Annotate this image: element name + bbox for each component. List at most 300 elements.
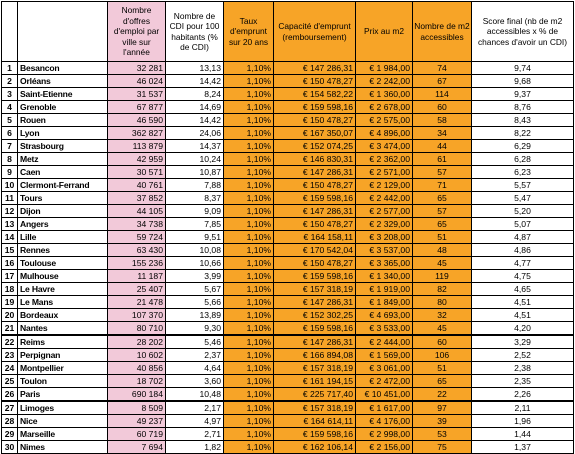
cdi-cell: 13,13 (166, 62, 224, 75)
m2-cell: 119 (413, 270, 472, 283)
price-cell: € 2 442,00 (356, 192, 413, 205)
rate-cell: 1,10% (224, 114, 274, 127)
city-cell: Montpellier (18, 362, 108, 375)
rank-cell: 8 (2, 153, 18, 166)
cdi-cell: 7,88 (166, 179, 224, 192)
cdi-cell: 14,69 (166, 101, 224, 114)
m2-cell: 74 (413, 62, 472, 75)
offers-cell: 63 430 (108, 244, 166, 257)
header-m2: Nombre de m2 accessibles (413, 2, 472, 62)
price-cell: € 4 896,00 (356, 127, 413, 140)
capacity-cell: € 150 478,27 (274, 179, 356, 192)
table-row (2, 140, 574, 153)
rate-cell: 1,10% (224, 401, 274, 415)
city-cell: Nice (18, 415, 108, 428)
price-cell: € 1 569,00 (356, 349, 413, 362)
m2-cell: 58 (413, 114, 472, 127)
rank-cell: 4 (2, 101, 18, 114)
cdi-cell: 2,17 (166, 401, 224, 415)
price-cell: € 1 360,00 (356, 88, 413, 101)
rank-cell: 15 (2, 244, 18, 257)
m2-cell: 53 (413, 428, 472, 441)
table-body (2, 62, 574, 454)
m2-cell: 80 (413, 296, 472, 309)
table-row (2, 205, 574, 218)
rate-cell: 1,10% (224, 88, 274, 101)
rate-cell: 1,10% (224, 75, 274, 88)
table-row (2, 218, 574, 231)
capacity-cell: € 157 318,19 (274, 401, 356, 415)
offers-cell: 31 537 (108, 88, 166, 101)
rank-cell: 14 (2, 231, 18, 244)
cdi-cell: 8,37 (166, 192, 224, 205)
cdi-cell: 10,66 (166, 257, 224, 270)
city-cell: Le Havre (18, 283, 108, 296)
price-cell: € 3 208,00 (356, 231, 413, 244)
offers-cell: 49 237 (108, 415, 166, 428)
offers-cell: 59 724 (108, 231, 166, 244)
m2-cell: 39 (413, 415, 472, 428)
m2-cell: 51 (413, 362, 472, 375)
price-cell: € 4 693,00 (356, 309, 413, 322)
capacity-cell: € 159 598,16 (274, 192, 356, 205)
capacity-cell: € 147 286,31 (274, 296, 356, 309)
table-row (2, 153, 574, 166)
header-offers: Nombre d'offres d'emploi par ville sur l'année (108, 2, 166, 62)
capacity-cell: € 159 598,16 (274, 101, 356, 114)
price-cell: € 3 537,00 (356, 244, 413, 257)
rank-cell: 21 (2, 322, 18, 336)
capacity-cell: € 152 074,25 (274, 140, 356, 153)
cdi-cell: 10,08 (166, 244, 224, 257)
rank-cell: 6 (2, 127, 18, 140)
score-cell: 2,35 (472, 375, 574, 388)
price-cell: € 1 849,00 (356, 296, 413, 309)
rate-cell: 1,10% (224, 257, 274, 270)
price-cell: € 3 365,00 (356, 257, 413, 270)
city-cell: Nimes (18, 441, 108, 454)
m2-cell: 65 (413, 375, 472, 388)
score-cell: 1,96 (472, 415, 574, 428)
m2-cell: 44 (413, 140, 472, 153)
rate-cell: 1,10% (224, 205, 274, 218)
m2-cell: 51 (413, 231, 472, 244)
rate-cell: 1,10% (224, 349, 274, 362)
price-cell: € 1 984,00 (356, 62, 413, 75)
city-cell: Grenoble (18, 101, 108, 114)
rank-cell: 30 (2, 441, 18, 454)
offers-cell: 21 478 (108, 296, 166, 309)
cdi-cell: 9,09 (166, 205, 224, 218)
price-cell: € 2 575,00 (356, 114, 413, 127)
offers-cell: 25 407 (108, 283, 166, 296)
price-cell: € 3 474,00 (356, 140, 413, 153)
price-cell: € 4 176,00 (356, 415, 413, 428)
city-cell: Angers (18, 218, 108, 231)
offers-cell: 10 602 (108, 349, 166, 362)
score-cell: 4,51 (472, 309, 574, 322)
cdi-cell: 4,97 (166, 415, 224, 428)
capacity-cell: € 166 894,08 (274, 349, 356, 362)
cdi-cell: 3,99 (166, 270, 224, 283)
m2-cell: 71 (413, 179, 472, 192)
price-cell: € 2 329,00 (356, 218, 413, 231)
rate-cell: 1,10% (224, 283, 274, 296)
rate-cell: 1,10% (224, 179, 274, 192)
capacity-cell: € 152 302,25 (274, 309, 356, 322)
city-cell: Besancon (18, 62, 108, 75)
cdi-cell: 1,82 (166, 441, 224, 454)
capacity-cell: € 170 542,04 (274, 244, 356, 257)
capacity-cell: € 225 717,40 (274, 388, 356, 402)
city-cell: Dijon (18, 205, 108, 218)
rank-cell: 28 (2, 415, 18, 428)
city-cell: Tours (18, 192, 108, 205)
m2-cell: 57 (413, 166, 472, 179)
rank-cell: 19 (2, 296, 18, 309)
price-cell: € 2 577,00 (356, 205, 413, 218)
table-row (2, 62, 574, 75)
table-row (2, 101, 574, 114)
rate-cell: 1,10% (224, 140, 274, 153)
score-cell: 4,77 (472, 257, 574, 270)
score-cell: 4,51 (472, 296, 574, 309)
rate-cell: 1,10% (224, 309, 274, 322)
score-cell: 9,37 (472, 88, 574, 101)
city-cell: Metz (18, 153, 108, 166)
capacity-cell: € 161 194,15 (274, 375, 356, 388)
cdi-cell: 24,06 (166, 127, 224, 140)
score-cell: 9,68 (472, 75, 574, 88)
rank-cell: 16 (2, 257, 18, 270)
offers-cell: 67 877 (108, 101, 166, 114)
city-cell: Paris (18, 388, 108, 402)
cdi-cell: 9,51 (166, 231, 224, 244)
m2-cell: 45 (413, 322, 472, 336)
price-cell: € 2 242,00 (356, 75, 413, 88)
city-cell: Rouen (18, 114, 108, 127)
city-cell: Strasbourg (18, 140, 108, 153)
city-cell: Saint-Etienne (18, 88, 108, 101)
rank-cell: 18 (2, 283, 18, 296)
table-row (2, 127, 574, 140)
price-cell: € 2 998,00 (356, 428, 413, 441)
price-cell: € 2 156,00 (356, 441, 413, 454)
rank-cell: 5 (2, 114, 18, 127)
price-cell: € 3 061,00 (356, 362, 413, 375)
m2-cell: 65 (413, 218, 472, 231)
rank-cell: 12 (2, 205, 18, 218)
capacity-cell: € 157 318,19 (274, 362, 356, 375)
capacity-cell: € 147 286,31 (274, 62, 356, 75)
rank-cell: 23 (2, 349, 18, 362)
price-cell: € 2 362,00 (356, 153, 413, 166)
offers-cell: 46 590 (108, 114, 166, 127)
city-cell: Le Mans (18, 296, 108, 309)
score-cell: 4,87 (472, 231, 574, 244)
rate-cell: 1,10% (224, 192, 274, 205)
price-cell: € 2 678,00 (356, 101, 413, 114)
m2-cell: 34 (413, 127, 472, 140)
cdi-cell: 2,37 (166, 349, 224, 362)
capacity-cell: € 162 106,14 (274, 441, 356, 454)
rank-cell: 2 (2, 75, 18, 88)
rank-cell: 26 (2, 388, 18, 402)
cdi-cell: 4,64 (166, 362, 224, 375)
rank-cell: 17 (2, 270, 18, 283)
header-city (18, 2, 108, 62)
city-cell: Lyon (18, 127, 108, 140)
header-row (2, 2, 574, 62)
rate-cell: 1,10% (224, 166, 274, 179)
capacity-cell: € 146 830,31 (274, 153, 356, 166)
score-cell: 1,44 (472, 428, 574, 441)
m2-cell: 114 (413, 88, 472, 101)
capacity-cell: € 154 582,22 (274, 88, 356, 101)
offers-cell: 107 370 (108, 309, 166, 322)
rank-cell: 27 (2, 401, 18, 415)
city-cell: Nantes (18, 322, 108, 336)
offers-cell: 80 710 (108, 322, 166, 336)
m2-cell: 48 (413, 244, 472, 257)
capacity-cell: € 147 286,31 (274, 335, 356, 349)
city-cell: Bordeaux (18, 309, 108, 322)
city-cell: Caen (18, 166, 108, 179)
rate-cell: 1,10% (224, 244, 274, 257)
m2-cell: 82 (413, 283, 472, 296)
rate-cell: 1,10% (224, 428, 274, 441)
header-cdi: Nombre de CDI pour 100 habitants (% de CDI) (166, 2, 224, 62)
capacity-cell: € 164 614,11 (274, 415, 356, 428)
capacity-cell: € 159 598,16 (274, 270, 356, 283)
capacity-cell: € 164 158,11 (274, 231, 356, 244)
cdi-cell: 10,87 (166, 166, 224, 179)
score-cell: 6,28 (472, 153, 574, 166)
capacity-cell: € 159 598,16 (274, 322, 356, 336)
capacity-cell: € 159 598,16 (274, 428, 356, 441)
score-cell: 8,22 (472, 127, 574, 140)
m2-cell: 60 (413, 101, 472, 114)
table-row (2, 375, 574, 388)
header-capacity: Capacité d'emprunt (remboursement) (274, 2, 356, 62)
table-row (2, 257, 574, 270)
rank-cell: 20 (2, 309, 18, 322)
score-cell: 2,26 (472, 388, 574, 402)
score-cell: 2,52 (472, 349, 574, 362)
city-cell: Toulon (18, 375, 108, 388)
rank-cell: 9 (2, 166, 18, 179)
rank-cell: 11 (2, 192, 18, 205)
cdi-cell: 3,60 (166, 375, 224, 388)
offers-cell: 155 236 (108, 257, 166, 270)
city-cell: Perpignan (18, 349, 108, 362)
rate-cell: 1,10% (224, 218, 274, 231)
rate-cell: 1,10% (224, 153, 274, 166)
city-cell: Marseille (18, 428, 108, 441)
m2-cell: 65 (413, 192, 472, 205)
score-cell: 4,20 (472, 322, 574, 336)
city-cell: Orléans (18, 75, 108, 88)
price-cell: € 10 451,00 (356, 388, 413, 402)
capacity-cell: € 147 286,31 (274, 205, 356, 218)
rate-cell: 1,10% (224, 375, 274, 388)
score-cell: 2,38 (472, 362, 574, 375)
capacity-cell: € 150 478,27 (274, 75, 356, 88)
m2-cell: 97 (413, 401, 472, 415)
price-cell: € 1 340,00 (356, 270, 413, 283)
table-row (2, 388, 574, 402)
city-cell: Reims (18, 335, 108, 349)
table-row (2, 322, 574, 336)
offers-cell: 113 879 (108, 140, 166, 153)
cdi-cell: 14,42 (166, 75, 224, 88)
city-cell: Mulhouse (18, 270, 108, 283)
capacity-cell: € 150 478,27 (274, 114, 356, 127)
table-row (2, 244, 574, 257)
score-cell: 4,65 (472, 283, 574, 296)
m2-cell: 22 (413, 388, 472, 402)
score-cell: 1,37 (472, 441, 574, 454)
offers-cell: 32 281 (108, 62, 166, 75)
table-row (2, 309, 574, 322)
cdi-cell: 5,46 (166, 335, 224, 349)
header-rank (2, 2, 18, 62)
ranking-table (1, 1, 574, 454)
table-row (2, 270, 574, 283)
offers-cell: 8 509 (108, 401, 166, 415)
rate-cell: 1,10% (224, 335, 274, 349)
capacity-cell: € 167 350,07 (274, 127, 356, 140)
table-row (2, 166, 574, 179)
m2-cell: 57 (413, 205, 472, 218)
cdi-cell: 14,37 (166, 140, 224, 153)
table-row (2, 88, 574, 101)
offers-cell: 34 738 (108, 218, 166, 231)
city-cell: Limoges (18, 401, 108, 415)
m2-cell: 60 (413, 335, 472, 349)
rank-cell: 1 (2, 62, 18, 75)
score-cell: 5,20 (472, 205, 574, 218)
rank-cell: 13 (2, 218, 18, 231)
m2-cell: 75 (413, 441, 472, 454)
score-cell: 9,74 (472, 62, 574, 75)
offers-cell: 7 694 (108, 441, 166, 454)
m2-cell: 45 (413, 257, 472, 270)
table-row (2, 231, 574, 244)
cdi-cell: 8,24 (166, 88, 224, 101)
cdi-cell: 5,67 (166, 283, 224, 296)
table-row (2, 179, 574, 192)
table-row (2, 441, 574, 454)
cdi-cell: 10,48 (166, 388, 224, 402)
score-cell: 2,11 (472, 401, 574, 415)
rank-cell: 29 (2, 428, 18, 441)
header-price: Prix au m2 (356, 2, 413, 62)
offers-cell: 37 852 (108, 192, 166, 205)
rate-cell: 1,10% (224, 388, 274, 402)
rank-cell: 7 (2, 140, 18, 153)
score-cell: 6,29 (472, 140, 574, 153)
m2-cell: 32 (413, 309, 472, 322)
table-row (2, 75, 574, 88)
cdi-cell: 5,66 (166, 296, 224, 309)
table-row (2, 114, 574, 127)
header-score: Score final (nb de m2 accessibles x % de chances d'avoir un CDI) (472, 2, 574, 62)
m2-cell: 106 (413, 349, 472, 362)
city-cell: Rennes (18, 244, 108, 257)
capacity-cell: € 150 478,27 (274, 218, 356, 231)
score-cell: 8,43 (472, 114, 574, 127)
table-row (2, 362, 574, 375)
cdi-cell: 13,89 (166, 309, 224, 322)
score-cell: 4,86 (472, 244, 574, 257)
rate-cell: 1,10% (224, 322, 274, 336)
offers-cell: 40 761 (108, 179, 166, 192)
capacity-cell: € 150 478,27 (274, 257, 356, 270)
score-cell: 5,07 (472, 218, 574, 231)
m2-cell: 61 (413, 153, 472, 166)
score-cell: 4,75 (472, 270, 574, 283)
table-row (2, 401, 574, 415)
offers-cell: 42 959 (108, 153, 166, 166)
rate-cell: 1,10% (224, 62, 274, 75)
table-row (2, 428, 574, 441)
rate-cell: 1,10% (224, 296, 274, 309)
city-cell: Toulouse (18, 257, 108, 270)
table-row (2, 283, 574, 296)
city-cell: Lille (18, 231, 108, 244)
score-cell: 6,23 (472, 166, 574, 179)
cdi-cell: 2,71 (166, 428, 224, 441)
price-cell: € 2 444,00 (356, 335, 413, 349)
rate-cell: 1,10% (224, 127, 274, 140)
price-cell: € 1 919,00 (356, 283, 413, 296)
price-cell: € 2 129,00 (356, 179, 413, 192)
capacity-cell: € 157 318,19 (274, 283, 356, 296)
price-cell: € 2 571,00 (356, 166, 413, 179)
price-cell: € 3 533,00 (356, 322, 413, 336)
offers-cell: 46 024 (108, 75, 166, 88)
rate-cell: 1,10% (224, 362, 274, 375)
price-cell: € 2 472,00 (356, 375, 413, 388)
capacity-cell: € 147 286,31 (274, 166, 356, 179)
rank-cell: 22 (2, 335, 18, 349)
rate-cell: 1,10% (224, 415, 274, 428)
offers-cell: 690 184 (108, 388, 166, 402)
offers-cell: 40 856 (108, 362, 166, 375)
offers-cell: 30 571 (108, 166, 166, 179)
cdi-cell: 10,24 (166, 153, 224, 166)
cdi-cell: 14,42 (166, 114, 224, 127)
offers-cell: 11 187 (108, 270, 166, 283)
rate-cell: 1,10% (224, 441, 274, 454)
m2-cell: 67 (413, 75, 472, 88)
header-rate: Taux d'emprunt sur 20 ans (224, 2, 274, 62)
table-row (2, 415, 574, 428)
cdi-cell: 9,30 (166, 322, 224, 336)
offers-cell: 44 105 (108, 205, 166, 218)
offers-cell: 362 827 (108, 127, 166, 140)
table-row (2, 192, 574, 205)
rank-cell: 24 (2, 362, 18, 375)
cdi-cell: 7,85 (166, 218, 224, 231)
offers-cell: 28 202 (108, 335, 166, 349)
rate-cell: 1,10% (224, 101, 274, 114)
score-cell: 5,57 (472, 179, 574, 192)
city-cell: Clermont-Ferrand (18, 179, 108, 192)
rate-cell: 1,10% (224, 231, 274, 244)
rank-cell: 10 (2, 179, 18, 192)
